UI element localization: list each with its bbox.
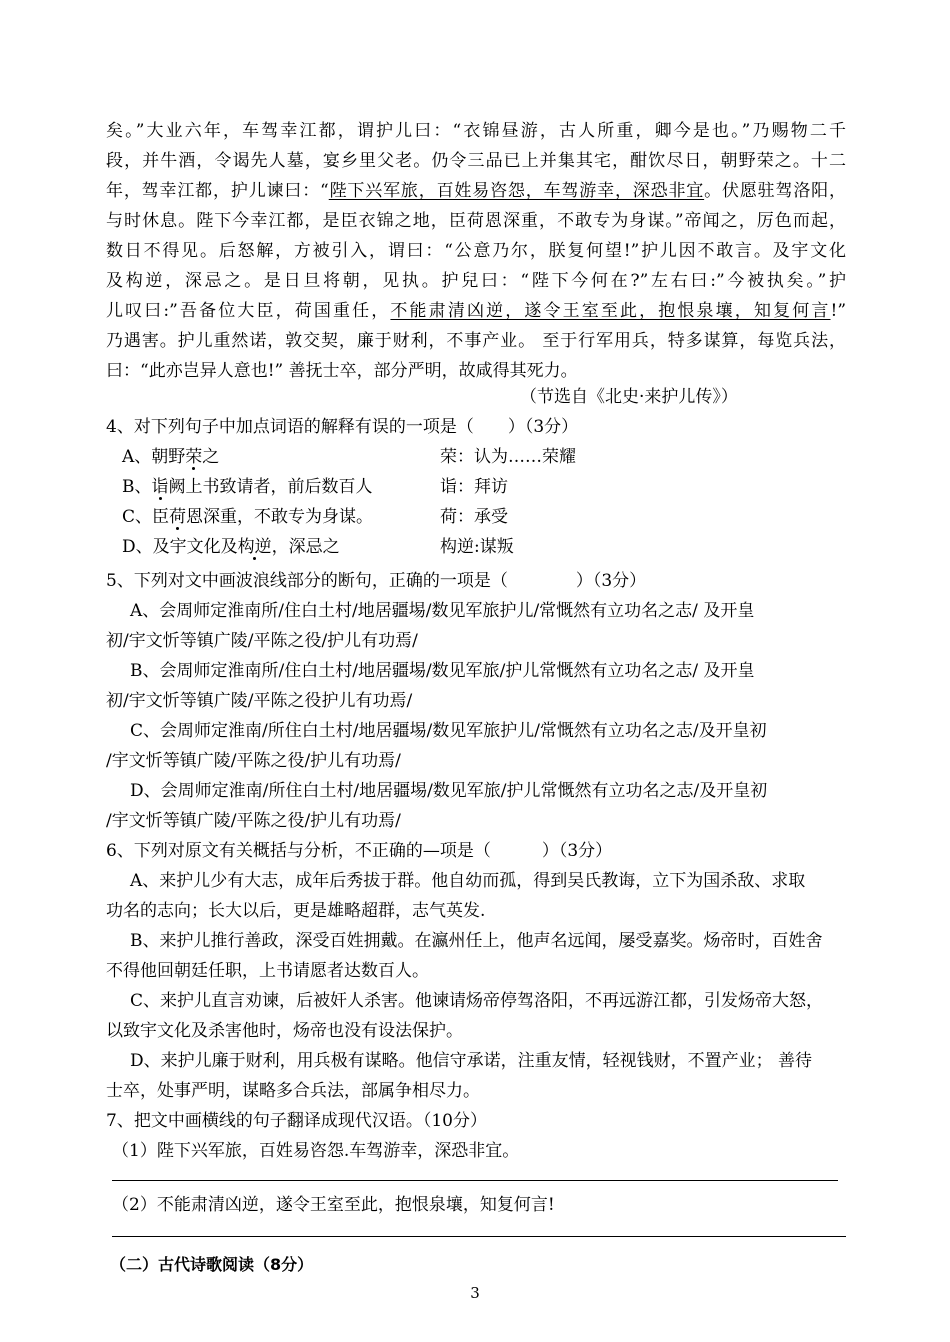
answer-line <box>112 1236 846 1237</box>
passage-line: 及构逆，深忌之。是日旦将朝，见执。护兒曰：“陛下今何在?”左右曰:”今被执矣。”护 <box>106 271 846 291</box>
passage-line: 数日不得见。后怒解，方被引入，谓曰：“公意乃尔，朕复何望!”护儿因不敢言。及宇文化 <box>106 241 846 261</box>
q6-option-d-cont: 士卒，处事严明，谋略多合兵法，部属争相尽力。 <box>106 1081 480 1101</box>
dotted-word: 构逆 <box>237 537 272 557</box>
q6-option-b-line: B、来护儿推行善政，深受百姓拥戴。在瀛州任上，他声名远闻，屡受嘉奖。炀帝时，百姓舍 <box>130 931 823 951</box>
q6-option-d-line: D、来护儿廉于财利，用兵极有谋略。他信守承诺，注重友情，轻视钱财，不置产业； 善待 <box>130 1051 813 1071</box>
page-number: 3 <box>470 1284 480 1302</box>
q7-sentence-2: （2）不能肃清凶逆，遂令王室至此，抱恨泉壤，知复何言! <box>112 1195 555 1215</box>
underlined-sentence-2: 不能肃清凶逆，遂令王室至此，抱恨泉壤，知复何言 <box>390 301 831 321</box>
passage-line-with-underline: 年，驾幸江都，护儿谏曰：“陛下兴军旅，百姓易咨怨，车驾游幸，深恐非宜。伏愿驻驾洛阳， <box>106 181 846 201</box>
q5-option-c-cont: /宇文忻等镇广陵/平陈之役/护儿有功焉/ <box>106 751 401 771</box>
q7-sentence-1: （1）陛下兴军旅，百姓易咨怨.车驾游幸，深恐非宜。 <box>112 1141 520 1161</box>
passage-line: 矣。”大业六年，车驾幸江都，谓护儿曰：“衣锦昼游，古人所重，卿今是也。”乃赐物二千 <box>106 121 846 141</box>
question-5-stem: 5、下列对文中画波浪线部分的断句，正确的一项是（ ）（3分） <box>106 571 647 591</box>
dotted-word: 诣 <box>151 477 169 497</box>
q6-option-b-cont: 不得他回朝廷任职，上书请愿者达数百人。 <box>106 961 429 981</box>
q6-option-c-line: C、来护儿直言劝谏，后被奸人杀害。他谏请炀帝停驾洛阳，不再远游江都，引发炀帝大怒， <box>130 991 824 1011</box>
passage-line: 曰：“此亦岂异人意也!” 善抚士卒，部分严明，故咸得其死力。 <box>106 361 578 381</box>
q4-option-a: A、朝野荣之 <box>122 447 220 467</box>
q4-option-b-gloss: 诣：拜访 <box>440 477 508 497</box>
q5-option-c-line: C、会周师定淮南/所住白土村/地居疆埸/数见军旅护儿/常慨然有立功名之志/及开皇初 <box>130 721 767 741</box>
q5-option-d-line: D、会周师定淮南/所住白土村/地居疆埸/数见军旅/护儿常慨然有立功名之志/及开皇初 <box>130 781 768 801</box>
q4-option-b: B、诣阙上书致请者，前后数百人 <box>122 477 373 497</box>
question-7-stem: 7、把文中画横线的句子翻译成现代汉语。（10分） <box>106 1111 487 1131</box>
q4-option-d-gloss: 构逆:谋叛 <box>440 537 514 557</box>
q6-option-a-line: A、来护儿少有大志，成年后秀拔于群。他自幼而孤，得到吴氏教诲，立下为国杀敌、求取 <box>130 871 806 891</box>
section-heading: （二）古代诗歌阅读（8分） <box>110 1255 314 1274</box>
q6-option-a-cont: 功名的志向；长大以后，更是雄略超群，志气英发. <box>106 901 486 921</box>
q5-option-d-cont: /宇文忻等镇广陵/平陈之役/护儿有功焉/ <box>106 811 401 831</box>
q4-option-c-gloss: 荷：承受 <box>440 507 508 527</box>
q6-option-c-cont: 以致宇文化及杀害他时，炀帝也没有设法保护。 <box>106 1021 463 1041</box>
q5-option-a-cont: 初/宇文忻等镇广陵/平陈之役/护儿有功焉/ <box>106 631 418 651</box>
question-6-stem: 6、下列对原文有关概括与分析，不正确的—项是（ ）（3分） <box>106 841 613 861</box>
q4-option-a-gloss: 荣：认为……荣耀 <box>440 447 576 467</box>
source-citation: （节选自《北史·来护儿传》） <box>520 387 738 407</box>
q4-option-c: C、臣荷恩深重，不敢专为身谋。 <box>122 507 374 527</box>
q5-option-a-line: A、会周师定淮南所/住白土村/地居疆埸/数见军旅护儿/常慨然有立功名之志/ 及开皇 <box>130 601 755 621</box>
answer-line <box>112 1180 838 1181</box>
dotted-word: 荣 <box>185 447 203 467</box>
passage-line: 与时休息。陛下今幸江都，是臣衣锦之地，臣荷恩深重，不敢专为身谋。”帝闻之，厉色而起， <box>106 211 846 231</box>
passage-line-with-underline: 儿叹曰:”吾备位大臣，荷国重任，不能肃清凶逆，遂令王室至此，抱恨泉壤，知复何言!” <box>106 301 847 321</box>
passage-line: 乃遇害。护儿重然诺，敦交契，廉于财利，不事产业。 至于行军用兵，特多谋算，每览兵法， <box>106 331 846 351</box>
underlined-sentence-1: 陛下兴军旅，百姓易咨怨，车驾游幸，深恐非宜 <box>328 181 705 201</box>
q4-option-d: D、及宇文化及构逆，深忌之 <box>122 537 340 557</box>
q5-option-b-cont: 初/宇文忻等镇广陵/平陈之役护儿有功焉/ <box>106 691 413 711</box>
passage-line: 段，并牛酒，令谒先人墓，宴乡里父老。仍令三品已上并集其宅，酣饮尽日，朝野荣之。十二 <box>106 151 846 171</box>
question-4-stem: 4、对下列句子中加点词语的解释有误的一项是（ ）（3分） <box>106 417 579 437</box>
dotted-word: 荷 <box>169 507 187 527</box>
q5-option-b-line: B、会周师定淮南所/住白土村/地居疆埸/数见军旅/护儿常慨然有立功名之志/ 及开皇 <box>130 661 755 681</box>
